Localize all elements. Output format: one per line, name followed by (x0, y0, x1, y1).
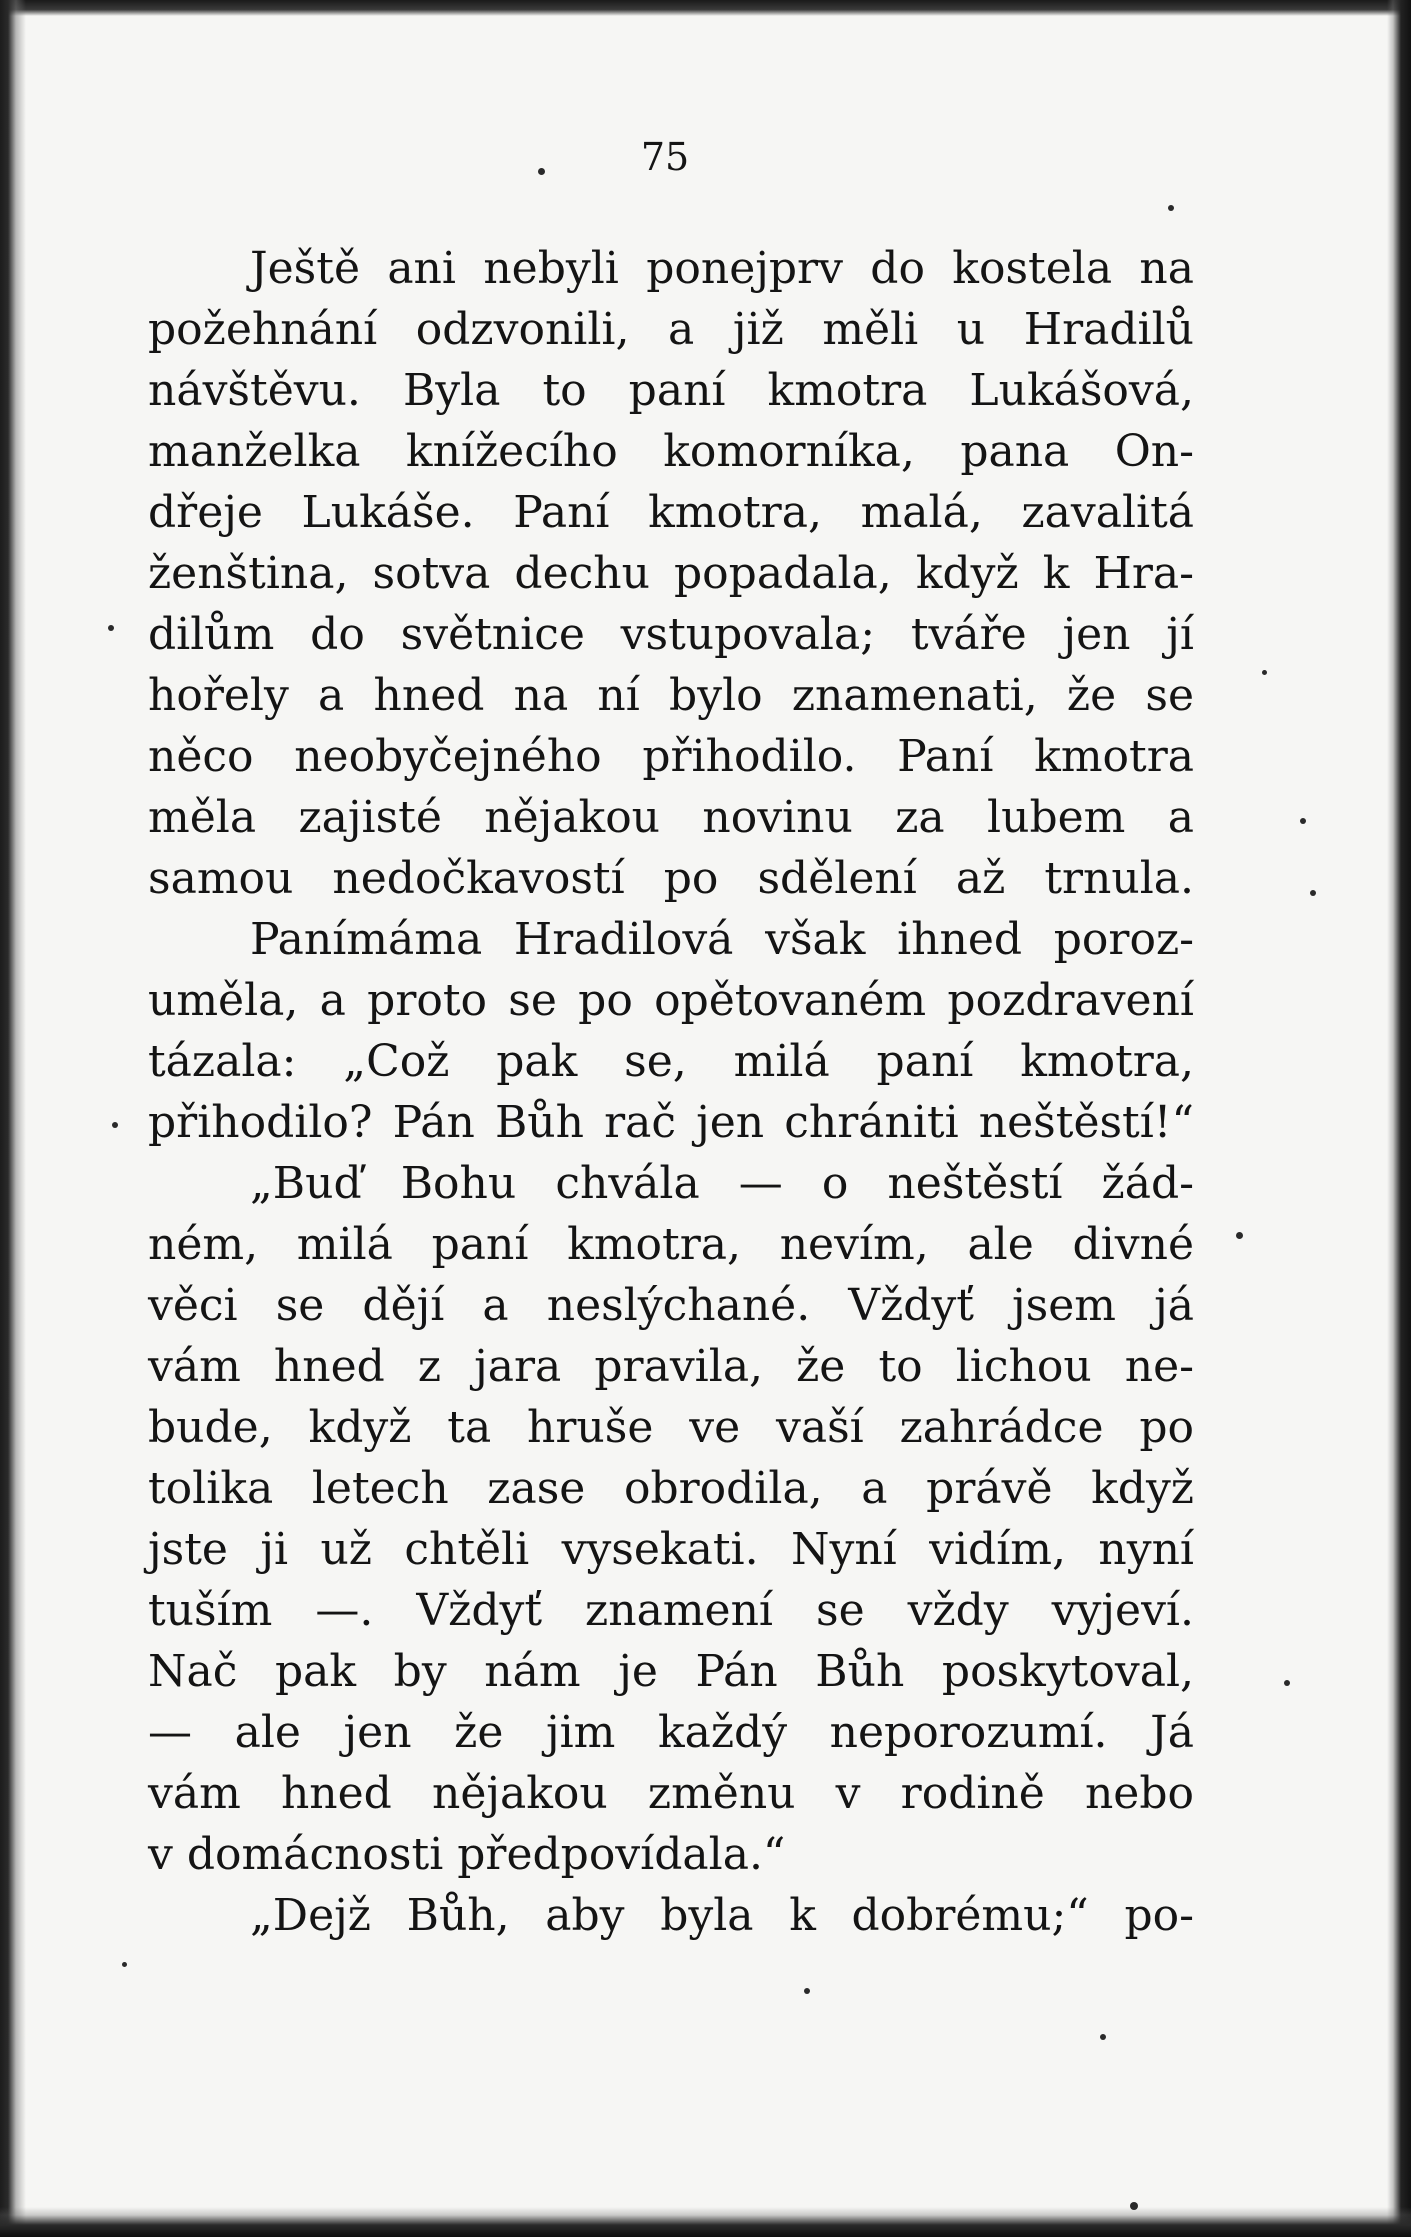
text-line: měla zajisté nějakou novinu za lubem a (148, 792, 1194, 843)
scan-speck (1100, 2034, 1106, 2040)
scan-speck (1284, 1680, 1290, 1686)
scan-speck (1236, 1232, 1243, 1239)
text-line: Ještě ani nebyli ponejprv do kostela na (250, 243, 1194, 294)
scan-edge-top (0, 0, 1411, 16)
text-line: požehnání odzvonili, a již měli u Hradilů (148, 304, 1194, 355)
text-line: tuším —. Vždyť znamení se vždy vyjeví. (148, 1585, 1194, 1636)
text-line: v domácnosti předpovídala.“ (148, 1829, 786, 1880)
text-line: manželka knížecího komorníka, pana On- (148, 426, 1194, 477)
text-line: „Dejž Bůh, aby byla k dobrému;“ po- (250, 1890, 1194, 1941)
scan-speck (538, 168, 545, 175)
scan-speck (122, 1962, 127, 1967)
scan-edge-left (0, 0, 26, 2237)
text-line: vám hned nějakou změnu v rodině nebo (148, 1768, 1194, 1819)
text-line: „Buď Bohu chvála — o neštěstí žád- (250, 1158, 1194, 1209)
scan-speck (1310, 890, 1316, 896)
text-line: tolika letech zase obrodila, a právě když (148, 1463, 1194, 1514)
text-line: přihodilo? Pán Bůh rač jen chrániti neštěstí!“ (148, 1097, 1194, 1148)
scan-speck (1300, 818, 1306, 824)
text-line: věci se dějí a neslýchané. Vždyť jsem já (148, 1280, 1194, 1331)
text-line: ném, milá paní kmotra, nevím, ale divné (148, 1219, 1194, 1270)
text-line: samou nedočkavostí po sdělení až trnula. (148, 853, 1194, 904)
text-line: dřeje Lukáše. Paní kmotra, malá, zavalitá (148, 487, 1194, 538)
text-line: něco neobyčejného přihodilo. Paní kmotra (148, 731, 1194, 782)
text-line: jste ji už chtěli vysekati. Nyní vidím, nyní (148, 1524, 1194, 1575)
scan-speck (112, 1122, 118, 1128)
text-line: Nač pak by nám je Pán Bůh poskytoval, (148, 1646, 1194, 1697)
text-line: bude, když ta hruše ve vaší zahrádce po (148, 1402, 1194, 1453)
text-line: tázala: „Což pak se, milá paní kmotra, (148, 1036, 1194, 1087)
scan-edge-bottom (0, 2207, 1411, 2237)
page-number: 75 (640, 135, 690, 179)
text-line: hořely a hned na ní bylo znamenati, že se (148, 670, 1194, 721)
text-line: dilům do světnice vstupovala; tváře jen jí (148, 609, 1194, 660)
scan-speck (108, 625, 114, 631)
text-line: návštěvu. Byla to paní kmotra Lukášová, (148, 365, 1194, 416)
scan-speck (1168, 205, 1174, 211)
text-line: Panímáma Hradilová však ihned poroz- (250, 914, 1194, 965)
scan-speck (804, 1988, 810, 1994)
text-line: ženština, sotva dechu popadala, když k Hra- (148, 548, 1194, 599)
text-line: uměla, a proto se po opětovaném pozdravení (148, 975, 1194, 1026)
scan-speck (1130, 2202, 1138, 2210)
body-text (148, 238, 1194, 1946)
scan-speck (1262, 670, 1267, 675)
text-line: vám hned z jara pravila, že to lichou ne- (148, 1341, 1194, 1392)
text-line: — ale jen že jim každý neporozumí. Já (148, 1707, 1194, 1758)
scan-edge-right (1387, 0, 1411, 2237)
